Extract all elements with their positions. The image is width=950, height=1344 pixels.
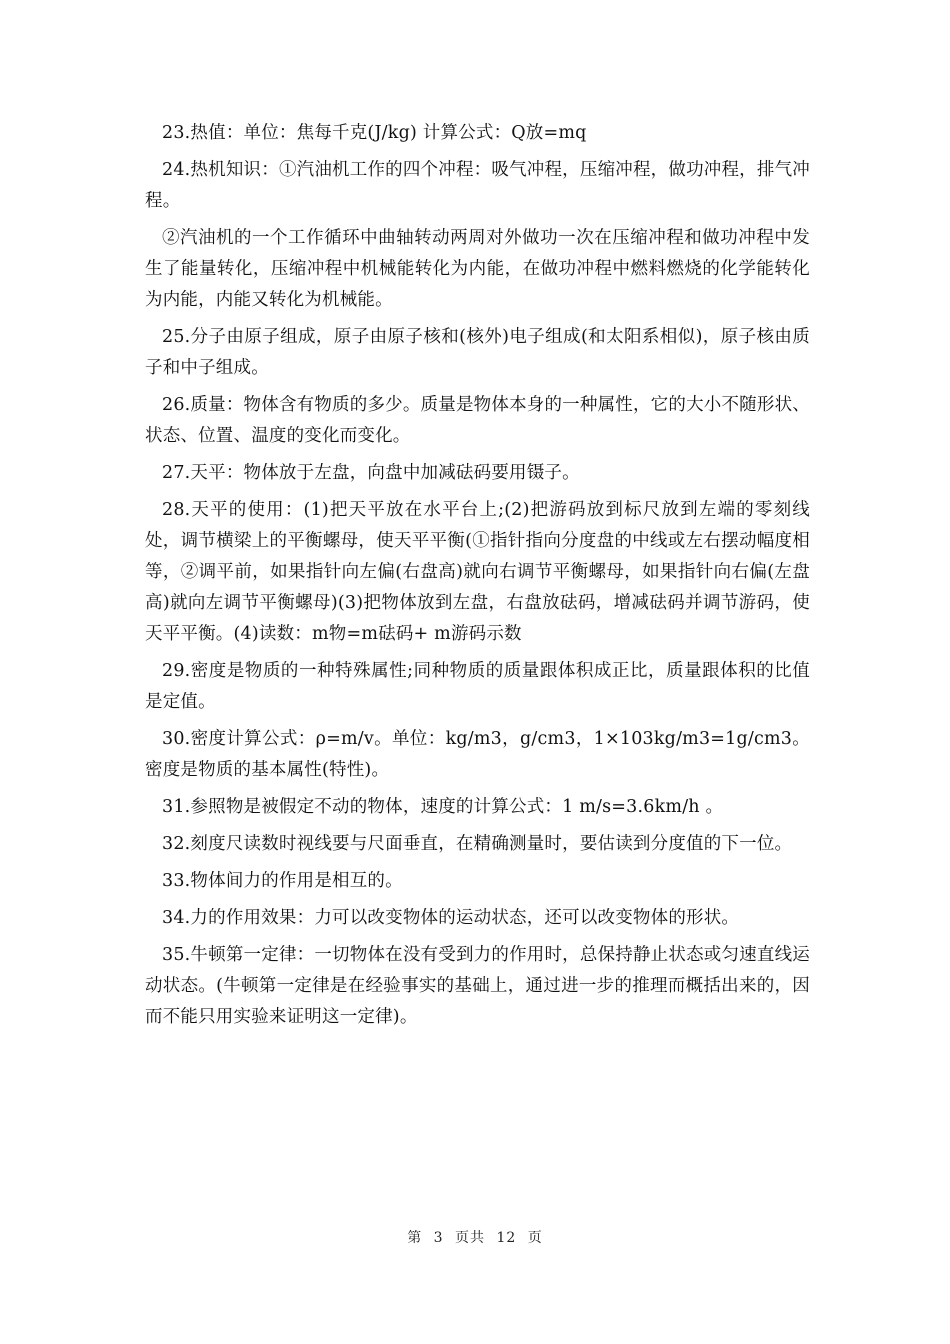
footer-middle: 页共: [455, 1230, 486, 1246]
paragraph-27: 27.天平：物体放于左盘，向盘中加减砝码要用镊子。: [162, 463, 580, 483]
paragraph-30: 30.密度计算公式：ρ=m/v。单位：kg/m3，g/cm3，1×103kg/m3=1g/cm3。密度是物质的基本属性(特性)。: [145, 729, 810, 780]
paragraph-31: 31.参照物是被假定不动的物体，速度的计算公式：1 m/s=3.6km/h 。: [162, 797, 724, 817]
footer-total-pages: 12: [496, 1230, 517, 1246]
footer-suffix: 页: [527, 1230, 543, 1246]
paragraph-24-continued: ②汽油机的一个工作循环中曲轴转动两周对外做功一次在压缩冲程和做功冲程中发生了能量转化，压缩冲程中机械能转化为内能，在做功冲程中燃料燃烧的化学能转化为内能，内能又转化为机械能。: [145, 228, 810, 310]
paragraph-33: 33.物体间力的作用是相互的。: [162, 871, 403, 891]
footer-current-page: 3: [433, 1230, 444, 1246]
paragraph-34: 34.力的作用效果：力可以改变物体的运动状态，还可以改变物体的形状。: [162, 908, 740, 928]
page-footer: [0, 1227, 950, 1247]
paragraph-24: 24.热机知识：①汽油机工作的四个冲程：吸气冲程，压缩冲程，做功冲程，排气冲程。: [145, 160, 810, 211]
paragraph-25: 25.分子由原子组成，原子由原子核和(核外)电子组成(和太阳系相似)，原子核由质子和中子组成。: [145, 327, 810, 378]
paragraph-32: 32.刻度尺读数时视线要与尺面垂直，在精确测量时，要估读到分度值的下一位。: [162, 834, 793, 854]
paragraph-23: 23.热值：单位：焦每千克(J/kg) 计算公式：Q放=mq: [162, 123, 587, 143]
paragraph-35: 35.牛顿第一定律：一切物体在没有受到力的作用时，总保持静止状态或匀速直线运动状态。(牛顿第一定律是在经验事实的基础上，通过进一步的推理而概括出来的，因而不能只用实验来证明这一定律)。: [145, 945, 810, 1027]
paragraph-29: 29.密度是物质的一种特殊属性;同种物质的质量跟体积成正比，质量跟体积的比值是定值。: [145, 661, 810, 712]
document-body: [145, 118, 810, 1039]
footer-prefix: 第: [407, 1230, 423, 1246]
paragraph-28: 28.天平的使用：(1)把天平放在水平台上;(2)把游码放到标尺放到左端的零刻线处，调节横梁上的平衡螺母，使天平平衡(①指针指向分度盘的中线或左右摆动幅度相等，②调平前，如果指针向左偏(右盘高)就向右调节平衡螺母，如果指针向右偏(左盘高)就向左调节平衡螺母)(3)把物体放到左盘，右盘放砝码，增减砝码并调节游码，使天平平衡。(4)读数：m物=m砝码+ m游码示数: [145, 500, 810, 644]
paragraph-26: 26.质量：物体含有物质的多少。质量是物体本身的一种属性，它的大小不随形状、状态、位置、温度的变化而变化。: [145, 395, 810, 446]
